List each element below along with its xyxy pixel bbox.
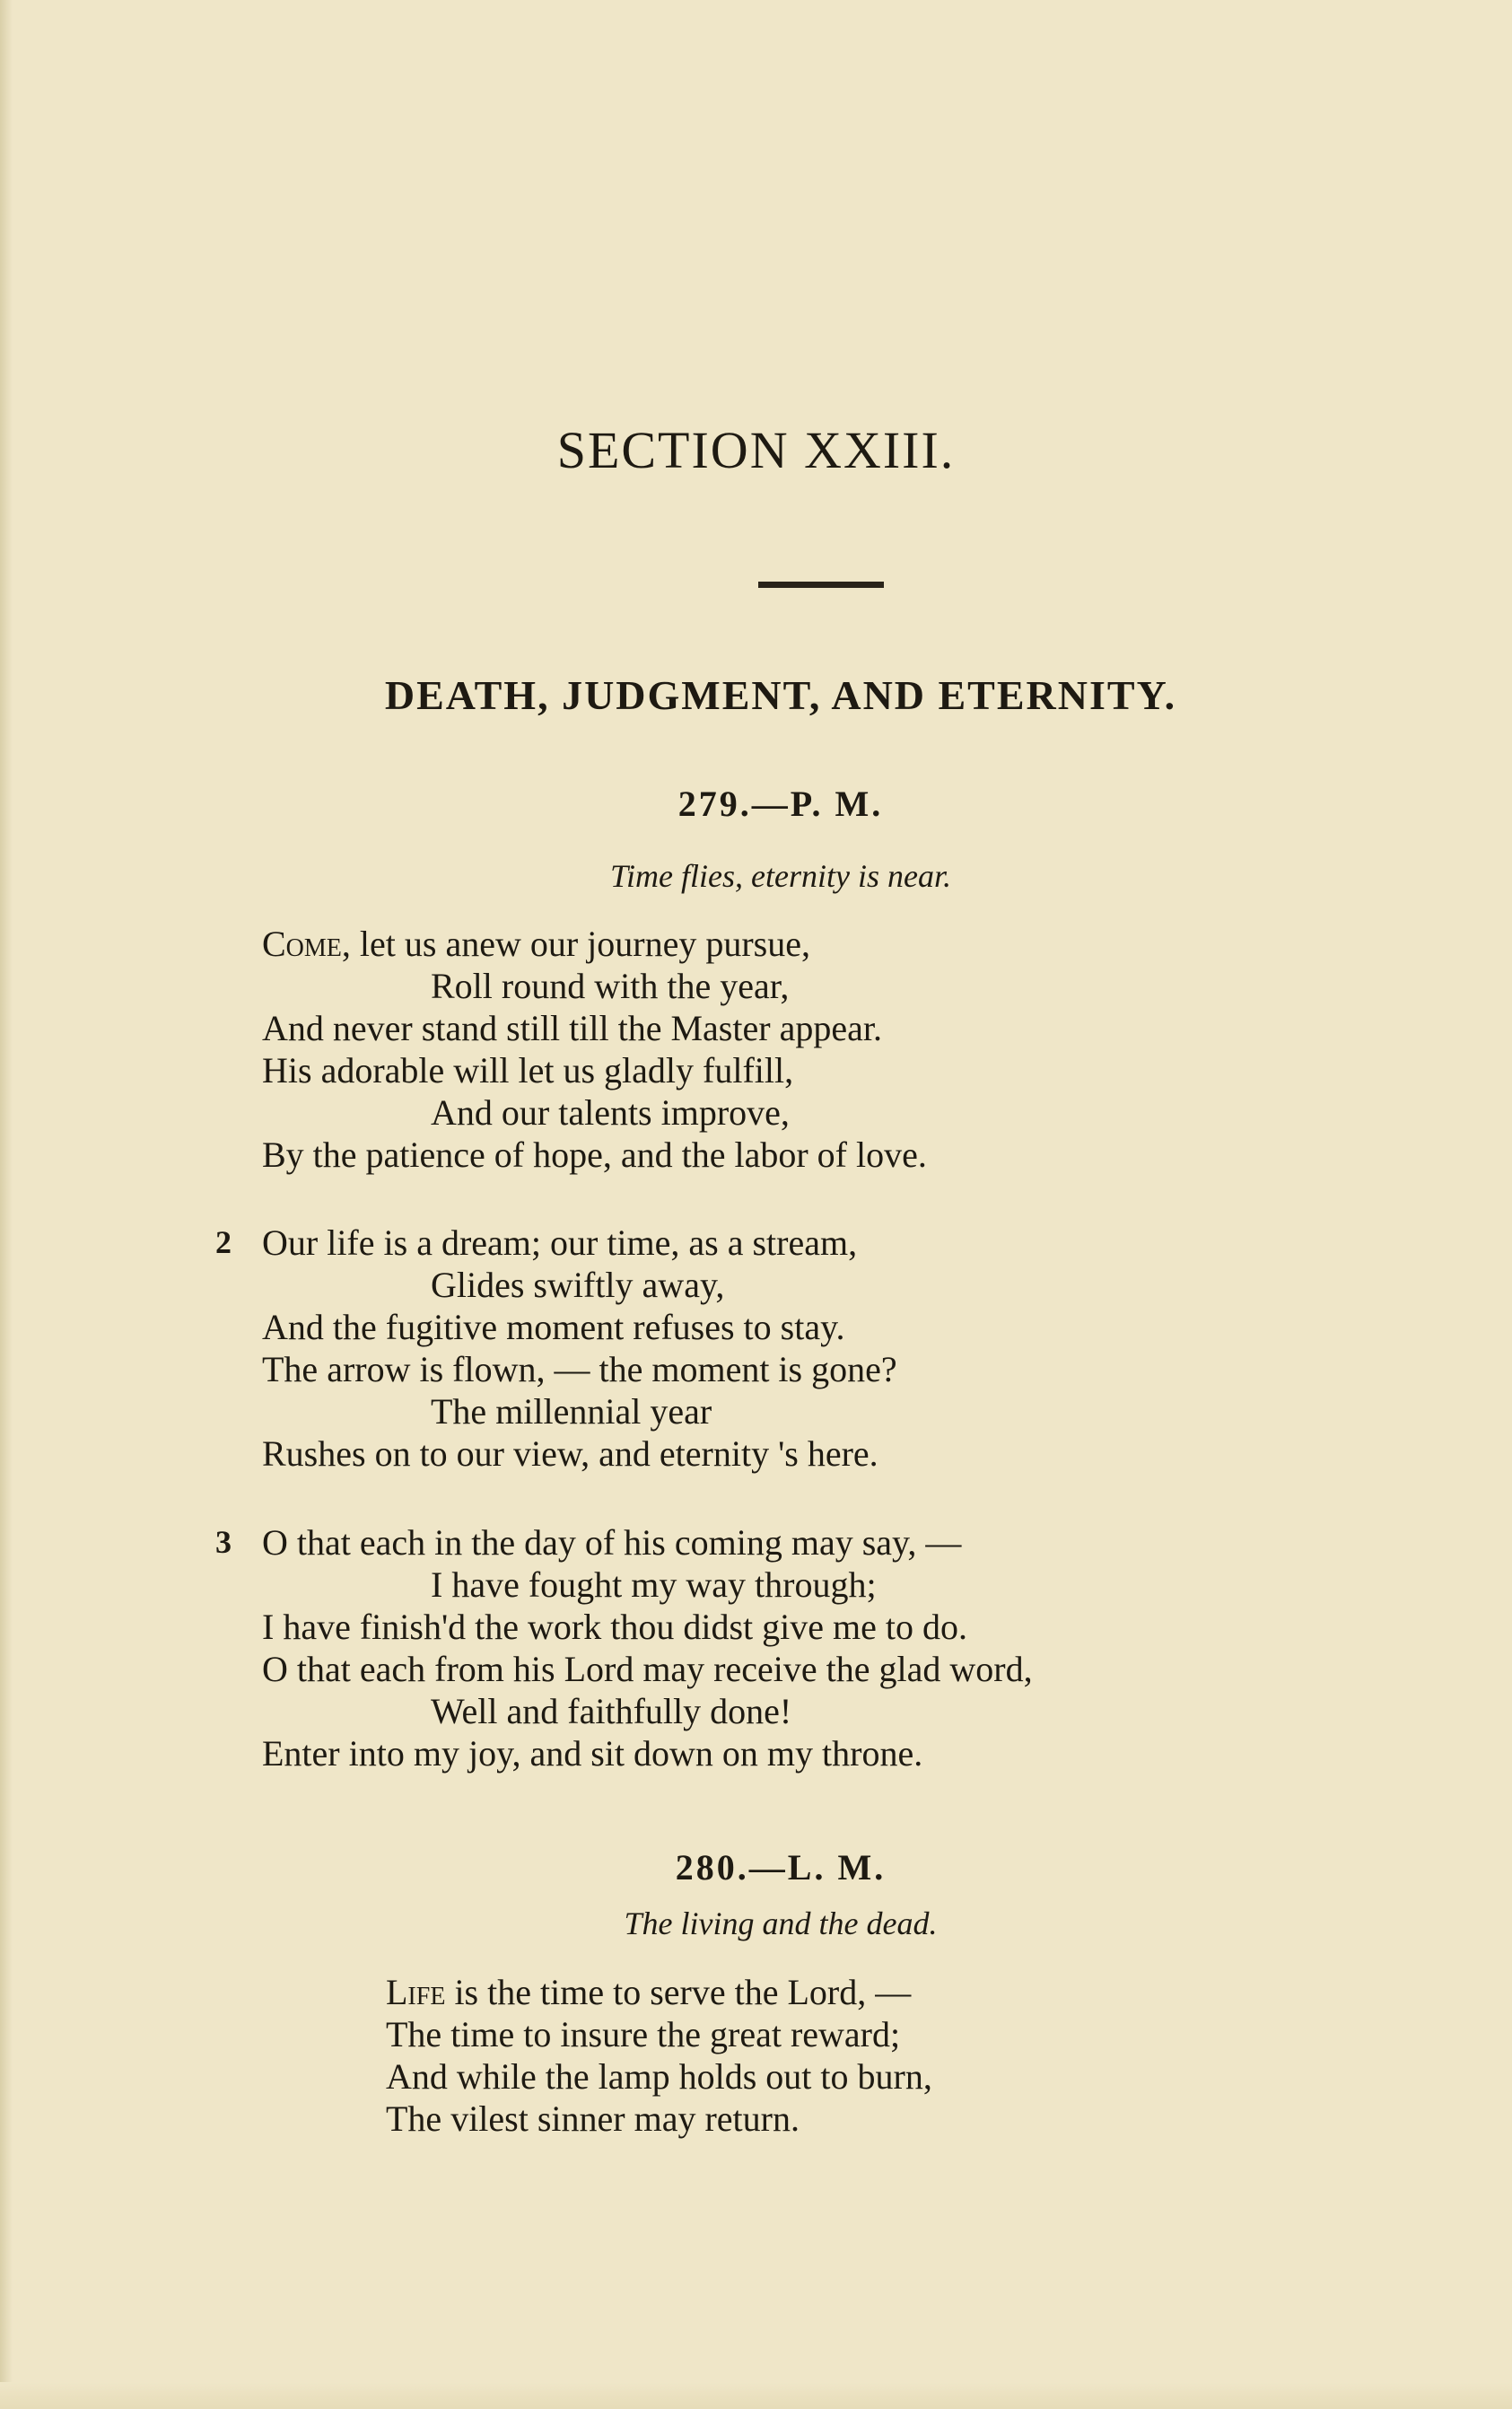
stanza-line [386, 1971, 932, 2013]
stanza-line [262, 923, 927, 965]
stanza-line: Glides swiftly away, [431, 1265, 725, 1305]
stanza-line: I have fought my way through; [431, 1564, 877, 1605]
first-line-rest: is the time to serve the Lord, — [445, 1972, 912, 2012]
stanza-line: Roll round with the year, [431, 966, 790, 1006]
stanza-line: His adorable will let us gladly fulfill, [262, 1050, 794, 1091]
stanza-line: By the patience of hope, and the labor of love. [262, 1134, 927, 1175]
hymn-279-stanza-3 [215, 1521, 1033, 1774]
hymn-279-stanza-1 [262, 923, 927, 1176]
stanza-line: I have finish'd the work thou didst give me to do. [262, 1607, 967, 1647]
stanza-line: And while the lamp holds out to burn, [386, 2056, 932, 2097]
stanza-number: 3 [215, 1524, 232, 1560]
stanza-line: The vilest sinner may return. [386, 2098, 800, 2139]
stanza-line: Rushes on to our view, and eternity 's here. [262, 1433, 878, 1474]
page-edge [0, 0, 13, 2409]
stanza-line: O that each in the day of his coming may say, — [262, 1522, 962, 1563]
section-title: SECTION XXIII. [556, 421, 956, 479]
stanza-line: And never stand still till the Master appear. [262, 1008, 882, 1048]
section-subject: DEATH, JUDGMENT, AND ETERNITY. [384, 672, 1177, 718]
section-rule [758, 582, 884, 588]
stanza-line: Our life is a dream; our time, as a stream, [262, 1222, 858, 1263]
stanza-line: The millennial year [431, 1391, 712, 1432]
stanza-line: The arrow is flown, — the moment is gone? [262, 1349, 897, 1389]
stanza-line: The time to insure the great reward; [386, 2014, 901, 2054]
first-line-rest: , let us anew our journey pursue, [341, 924, 810, 964]
stanza-line: Well and faithfully done! [431, 1691, 792, 1731]
first-word: Come [262, 924, 342, 964]
hymn-279-heading: 279.—P. M. [677, 784, 884, 824]
hymn-280-description: The living and the dead. [624, 1905, 938, 1941]
stanza-line: Enter into my joy, and sit down on my throne. [262, 1733, 923, 1774]
hymn-279-description: Time flies, eternity is near. [610, 858, 951, 894]
page-bottom-edge [0, 2382, 1512, 2409]
first-word: Life [386, 1972, 446, 2012]
stanza-line: And the fugitive moment refuses to stay. [262, 1307, 845, 1347]
stanza-number: 2 [215, 1224, 232, 1260]
hymn-280-stanza-1 [386, 1971, 932, 2140]
hymn-280-heading: 280.—L. M. [675, 1847, 887, 1888]
stanza-line: And our talents improve, [431, 1092, 790, 1133]
hymn-279-stanza-2 [215, 1222, 897, 1475]
stanza-line: O that each from his Lord may receive the glad word, [262, 1649, 1033, 1689]
